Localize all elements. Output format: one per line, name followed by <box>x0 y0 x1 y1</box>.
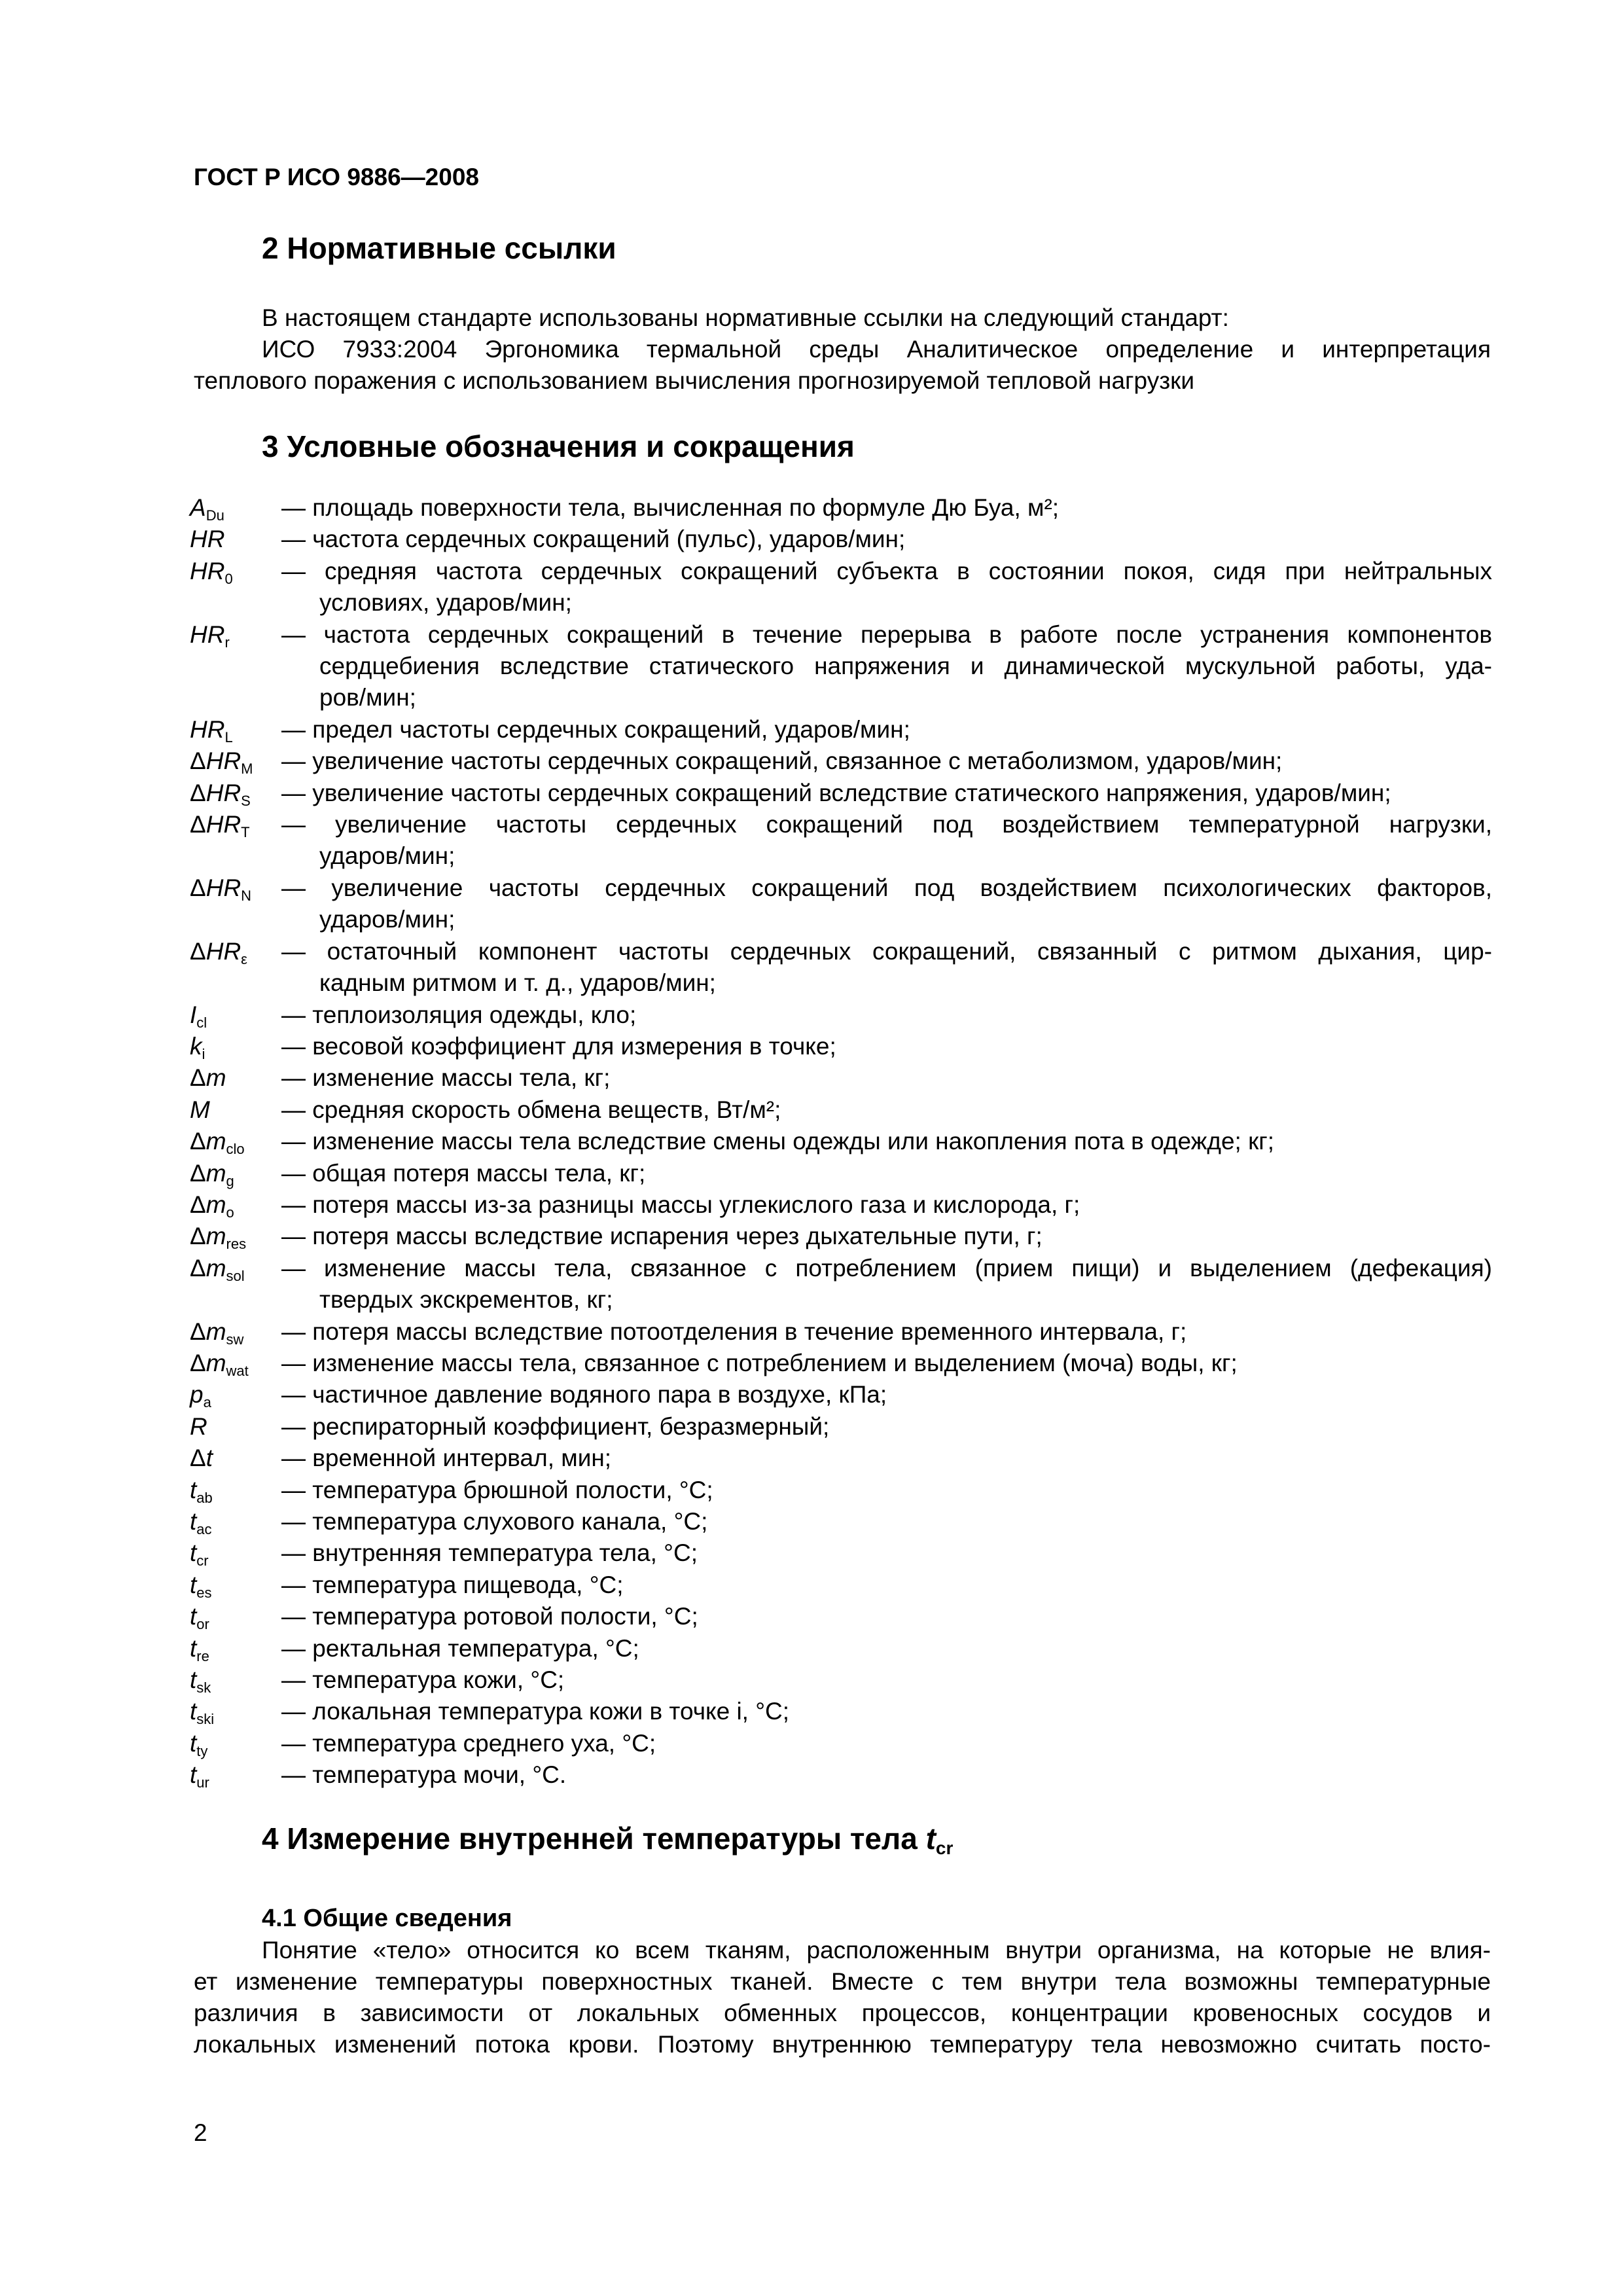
symbol-term <box>190 1633 281 1664</box>
symbol-base: k <box>190 1032 202 1060</box>
symbol-term <box>190 1348 281 1379</box>
section-4-title-symbol: t <box>925 1821 936 1856</box>
symbol-description <box>281 1126 1492 1157</box>
symbol-description-line: — теплоизоляция одежды, кло; <box>281 1001 637 1028</box>
symbol-prefix: Δ <box>190 874 206 901</box>
symbol-term <box>190 556 281 619</box>
symbol-term <box>190 1506 281 1537</box>
symbol-description-line: — предел частоты сердечных сокращений, ударов/мин; <box>281 715 910 743</box>
symbol-description-line: — потеря массы вследствие потоотделения в течение временного интервала, г; <box>281 1318 1187 1345</box>
symbol-description-line: — температура слухового канала, °С; <box>281 1508 708 1535</box>
symbol-description-line: — частота сердечных сокращений (пульс), ударов/мин; <box>281 526 906 553</box>
symbol-description-line: — ректальная температура, °С; <box>281 1634 639 1662</box>
page-number: 2 <box>194 2119 207 2146</box>
symbol-description-line: — изменение массы тела, связанное с потреблением (прием пищи) и выделением (дефекация) <box>281 1254 1492 1282</box>
symbol-base: p <box>190 1381 204 1408</box>
symbol-row <box>190 872 1492 936</box>
symbol-description <box>281 1570 1492 1601</box>
symbol-row <box>190 999 1492 1031</box>
symbols-list <box>190 492 1492 1791</box>
symbol-prefix: Δ <box>190 1159 206 1187</box>
symbol-description <box>281 714 1492 745</box>
symbol-description <box>281 1506 1492 1537</box>
symbol-description-line: — температура ротовой полости, °С; <box>281 1603 698 1630</box>
symbol-subscript: ε <box>241 950 247 967</box>
symbol-subscript: sw <box>226 1331 244 1348</box>
symbol-subscript: ty <box>196 1742 208 1759</box>
symbol-base: HR <box>205 874 241 901</box>
symbol-description <box>281 1537 1492 1569</box>
symbol-term <box>190 1664 281 1696</box>
symbol-description <box>281 556 1492 619</box>
symbol-term <box>190 524 281 555</box>
symbol-description-line: ров/мин; <box>319 684 416 711</box>
symbol-description <box>281 1443 1492 1474</box>
symbol-subscript: ac <box>196 1521 212 1537</box>
symbol-description <box>281 1221 1492 1252</box>
symbol-description-line: — температура брюшной полости, °С; <box>281 1476 713 1503</box>
symbol-base: HR <box>205 779 241 806</box>
symbol-description-line: — температура кожи, °С; <box>281 1666 565 1694</box>
symbol-term <box>190 778 281 809</box>
symbol-description-line: условиях, ударов/мин; <box>319 589 572 617</box>
symbol-subscript: M <box>241 761 253 778</box>
section-4-title <box>262 1821 953 1856</box>
paragraph-line: ИСО 7933:2004 Эргономика термальной среды Аналитическое определение и интерпретация <box>262 336 1491 363</box>
symbol-prefix: Δ <box>190 1191 206 1218</box>
symbol-base: R <box>190 1412 207 1440</box>
symbol-term <box>190 1537 281 1569</box>
symbol-base: t <box>190 1666 197 1694</box>
symbol-description <box>281 778 1492 809</box>
symbol-row <box>190 1189 1492 1221</box>
symbol-term <box>190 1316 281 1348</box>
symbol-term <box>190 1759 281 1791</box>
symbol-subscript: r <box>224 634 230 651</box>
symbol-row <box>190 1601 1492 1632</box>
symbol-base: m <box>205 1349 226 1376</box>
symbol-base: t <box>190 1603 197 1630</box>
subsection-4-1-title: 4.1 Общие сведения <box>262 1905 512 1932</box>
symbol-description-line: кадным ритмом и т. д., ударов/мин; <box>319 969 716 997</box>
symbol-subscript: S <box>241 792 251 809</box>
symbol-row <box>190 714 1492 745</box>
symbol-description <box>281 1475 1492 1506</box>
symbol-description <box>281 1696 1492 1727</box>
symbol-term <box>190 1696 281 1727</box>
symbol-term <box>190 1570 281 1601</box>
symbol-subscript: g <box>226 1172 234 1189</box>
symbol-prefix: Δ <box>190 1318 206 1345</box>
symbol-description <box>281 1664 1492 1696</box>
symbol-row <box>190 1506 1492 1537</box>
symbol-description-line: — общая потеря массы тела, кг; <box>281 1159 646 1187</box>
symbol-description <box>281 1379 1492 1410</box>
symbol-description <box>281 1062 1492 1094</box>
symbol-base: HR <box>190 526 225 553</box>
symbol-prefix: Δ <box>190 747 206 775</box>
symbol-description <box>281 809 1492 872</box>
symbol-term <box>190 492 281 524</box>
symbol-description <box>281 1189 1492 1221</box>
symbol-description <box>281 1158 1492 1189</box>
symbol-row <box>190 1728 1492 1759</box>
symbol-term <box>190 745 281 777</box>
symbol-row <box>190 1253 1492 1316</box>
document-id: ГОСТ Р ИСО 9886—2008 <box>194 164 479 190</box>
paragraph-line: различия в зависимости от локальных обменных процессов, концентрации кровеносных сосудов и <box>194 2000 1491 2026</box>
symbol-description <box>281 492 1492 524</box>
symbol-base: m <box>205 1318 226 1345</box>
symbol-row <box>190 1221 1492 1252</box>
symbol-prefix: Δ <box>190 1349 206 1376</box>
symbol-description-line: — частичное давление водяного пара в воздухе, кПа; <box>281 1381 887 1408</box>
symbol-description-line: — весовой коэффициент для измерения в точке; <box>281 1032 836 1060</box>
symbol-term <box>190 872 281 936</box>
symbol-subscript: ur <box>196 1774 209 1791</box>
symbol-row <box>190 492 1492 524</box>
symbol-subscript: i <box>202 1045 205 1062</box>
symbol-base: t <box>190 1476 197 1503</box>
symbol-subscript: Du <box>205 507 224 524</box>
symbol-term <box>190 1253 281 1316</box>
symbol-base: m <box>205 1223 226 1250</box>
symbol-term <box>190 619 281 714</box>
symbol-row <box>190 524 1492 555</box>
symbol-description <box>281 1348 1492 1379</box>
symbol-row <box>190 1094 1492 1126</box>
symbol-base: m <box>205 1159 226 1187</box>
symbol-base: HR <box>190 620 225 648</box>
section-2-body <box>194 302 1491 397</box>
symbol-subscript: res <box>226 1236 247 1253</box>
symbol-description <box>281 1094 1492 1126</box>
symbol-description-line: — изменение массы тела вследствие смены одежды или накопления пота в одежде; кг; <box>281 1128 1275 1155</box>
symbol-term <box>190 1189 281 1221</box>
symbol-description-line: — остаточный компонент частоты сердечных сокращений, связанный с ритмом дыхания, цир- <box>281 937 1492 965</box>
symbol-term <box>190 714 281 745</box>
symbol-subscript: ab <box>196 1489 213 1506</box>
symbol-description-line: — температура мочи, °С. <box>281 1761 567 1789</box>
symbol-description-line: — потеря массы из-за разницы массы углекислого газа и кислорода, г; <box>281 1191 1080 1218</box>
symbol-row <box>190 1475 1492 1506</box>
paragraph-line: ет изменение температуры поверхностных тканей. Вместе с тем внутри тела возможны температурные <box>194 1968 1491 1995</box>
symbol-subscript: re <box>196 1647 209 1664</box>
symbol-description-line: — увеличение частоты сердечных сокращений вследствие статического напряжения, ударов/мин; <box>281 779 1391 806</box>
symbol-row <box>190 1696 1492 1727</box>
symbol-description <box>281 1316 1492 1348</box>
symbol-subscript: sol <box>226 1267 245 1284</box>
symbol-base: t <box>190 1539 197 1567</box>
symbol-base: HR <box>190 557 225 584</box>
symbol-base: t <box>190 1761 197 1789</box>
symbol-prefix: Δ <box>190 1064 206 1092</box>
symbol-description-line: — площадь поверхности тела, вычисленная по формуле Дю Буа, м²; <box>281 494 1060 521</box>
symbol-description <box>281 999 1492 1031</box>
symbol-row <box>190 778 1492 809</box>
symbol-description-line: — средняя частота сердечных сокращений субъекта в состоянии покоя, сидя при нейтральных <box>281 557 1492 584</box>
symbol-row <box>190 745 1492 777</box>
symbol-subscript: sk <box>196 1679 211 1696</box>
symbol-base: t <box>190 1571 197 1598</box>
symbol-base: m <box>205 1191 226 1218</box>
symbol-base: t <box>190 1698 197 1725</box>
symbol-term <box>190 1475 281 1506</box>
symbol-description-line: ударов/мин; <box>319 906 455 933</box>
symbol-base: HR <box>205 811 241 838</box>
paragraph-line: теплового поражения с использованием вычисления прогнозируемой тепловой нагрузки <box>194 367 1195 394</box>
symbol-row <box>190 1570 1492 1601</box>
symbol-row <box>190 1348 1492 1379</box>
symbol-row <box>190 809 1492 872</box>
symbol-row <box>190 1411 1492 1443</box>
symbol-description <box>281 1253 1492 1316</box>
symbol-row <box>190 1633 1492 1664</box>
symbol-prefix: Δ <box>190 1223 206 1250</box>
symbol-description-line: — временной интервал, мин; <box>281 1444 612 1472</box>
symbol-base: t <box>205 1444 213 1472</box>
symbol-subscript: N <box>241 887 252 904</box>
symbol-description <box>281 619 1492 714</box>
symbol-description-line: — внутренняя температура тела, °С; <box>281 1539 698 1567</box>
symbol-prefix: Δ <box>190 1254 206 1282</box>
symbol-description-line: ударов/мин; <box>319 842 455 870</box>
symbol-description <box>281 1411 1492 1443</box>
symbol-prefix: Δ <box>190 811 206 838</box>
symbol-description-line: твердых экскрементов, кг; <box>319 1286 613 1314</box>
symbol-subscript: wat <box>226 1362 249 1379</box>
symbol-term <box>190 1158 281 1189</box>
symbol-subscript: or <box>196 1616 209 1633</box>
symbol-row <box>190 1759 1492 1791</box>
symbol-base: t <box>190 1508 197 1535</box>
symbol-base: t <box>190 1729 197 1757</box>
symbol-subscript: es <box>196 1584 212 1601</box>
symbol-term <box>190 936 281 999</box>
symbol-description <box>281 1031 1492 1062</box>
symbol-prefix: Δ <box>190 779 206 806</box>
symbol-term <box>190 1443 281 1474</box>
symbol-subscript: ski <box>196 1711 215 1728</box>
symbol-subscript: cl <box>196 1014 207 1031</box>
symbol-base: A <box>190 494 206 521</box>
symbol-base: t <box>190 1634 197 1662</box>
symbol-description-line: — локальная температура кожи в точке i, °С; <box>281 1698 790 1725</box>
symbol-description-line: — частота сердечных сокращений в течение перерыва в работе после устранения компонентов <box>281 620 1492 648</box>
symbol-term <box>190 1728 281 1759</box>
symbol-description <box>281 524 1492 555</box>
symbol-description <box>281 936 1492 999</box>
symbol-description-line: — температура пищевода, °С; <box>281 1571 624 1598</box>
symbol-description <box>281 745 1492 777</box>
symbol-description-line: — потеря массы вследствие испарения через дыхательные пути, г; <box>281 1223 1043 1250</box>
symbol-base: HR <box>190 715 225 743</box>
symbol-subscript: L <box>224 728 233 745</box>
symbol-description <box>281 1759 1492 1791</box>
symbol-term <box>190 1031 281 1062</box>
symbol-term <box>190 1094 281 1126</box>
symbol-row <box>190 556 1492 619</box>
symbol-subscript: cr <box>196 1552 209 1570</box>
symbol-description-line: — респираторный коэффициент, безразмерный; <box>281 1412 830 1440</box>
symbol-row <box>190 936 1492 999</box>
symbol-subscript: 0 <box>224 570 233 587</box>
symbol-row <box>190 1062 1492 1094</box>
symbol-base: m <box>205 1064 226 1092</box>
symbol-term <box>190 1062 281 1094</box>
paragraph-line: локальных изменений потока крови. Поэтому внутреннюю температуру тела невозможно считать посто- <box>194 2031 1491 2058</box>
symbol-prefix: Δ <box>190 937 206 965</box>
symbol-subscript: clo <box>226 1141 245 1158</box>
symbol-term <box>190 1411 281 1443</box>
symbol-row <box>190 1158 1492 1189</box>
paragraph-line: Понятие «тело» относится ко всем тканям, расположенным внутри организма, на которые не влия- <box>262 1937 1491 1964</box>
paragraph-line: В настоящем стандарте использованы нормативные ссылки на следующий стандарт: <box>262 304 1229 331</box>
symbol-description-line: — средняя скорость обмена веществ, Вт/м²; <box>281 1096 781 1123</box>
symbol-prefix: Δ <box>190 1128 206 1155</box>
symbol-subscript: o <box>226 1204 234 1221</box>
symbol-description-line: — увеличение частоты сердечных сокращений под воздействием температурной нагрузки, <box>281 811 1492 838</box>
symbol-description-line: — увеличение частоты сердечных сокращений, связанное с метаболизмом, ударов/мин; <box>281 747 1283 775</box>
symbol-term <box>190 809 281 872</box>
symbol-row <box>190 1664 1492 1696</box>
symbol-term <box>190 1379 281 1410</box>
symbol-description <box>281 1728 1492 1759</box>
symbol-base: m <box>205 1254 226 1282</box>
symbol-base: HR <box>205 747 241 775</box>
section-4-title-text: 4 Измерение внутренней температуры тела <box>262 1821 918 1856</box>
symbol-description <box>281 872 1492 936</box>
symbol-term <box>190 1126 281 1157</box>
symbol-base: M <box>190 1096 210 1123</box>
symbol-row <box>190 1379 1492 1410</box>
symbol-description-line: — температура среднего уха, °С; <box>281 1729 656 1757</box>
symbol-subscript: a <box>203 1394 211 1411</box>
symbol-prefix: Δ <box>190 1444 206 1472</box>
symbol-row <box>190 619 1492 714</box>
symbol-base: HR <box>205 937 241 965</box>
symbol-subscript: T <box>241 824 250 841</box>
section-4-1-body <box>194 1935 1491 2060</box>
symbol-base: I <box>190 1001 197 1028</box>
symbol-description-line: — увеличение частоты сердечных сокращений под воздействием психологических факторов, <box>281 874 1492 901</box>
symbol-description <box>281 1633 1492 1664</box>
symbol-row <box>190 1126 1492 1157</box>
symbol-row <box>190 1537 1492 1569</box>
symbol-description-line: — изменение массы тела, связанное с потреблением и выделением (моча) воды, кг; <box>281 1349 1238 1376</box>
symbol-term <box>190 999 281 1031</box>
symbol-base: m <box>205 1128 226 1155</box>
section-2-title: 2 Нормативные ссылки <box>262 231 616 265</box>
symbol-row <box>190 1316 1492 1348</box>
symbol-description-line: — изменение массы тела, кг; <box>281 1064 611 1092</box>
symbol-description-line: сердцебиения вследствие статического напряжения и динамической мускульной работы, уда- <box>319 653 1492 680</box>
section-4-title-symbol-sub: cr <box>935 1838 954 1858</box>
section-3-title: 3 Условные обозначения и сокращения <box>262 429 855 463</box>
symbol-description <box>281 1601 1492 1632</box>
symbol-term <box>190 1221 281 1252</box>
symbol-row <box>190 1443 1492 1474</box>
symbol-term <box>190 1601 281 1632</box>
symbol-row <box>190 1031 1492 1062</box>
